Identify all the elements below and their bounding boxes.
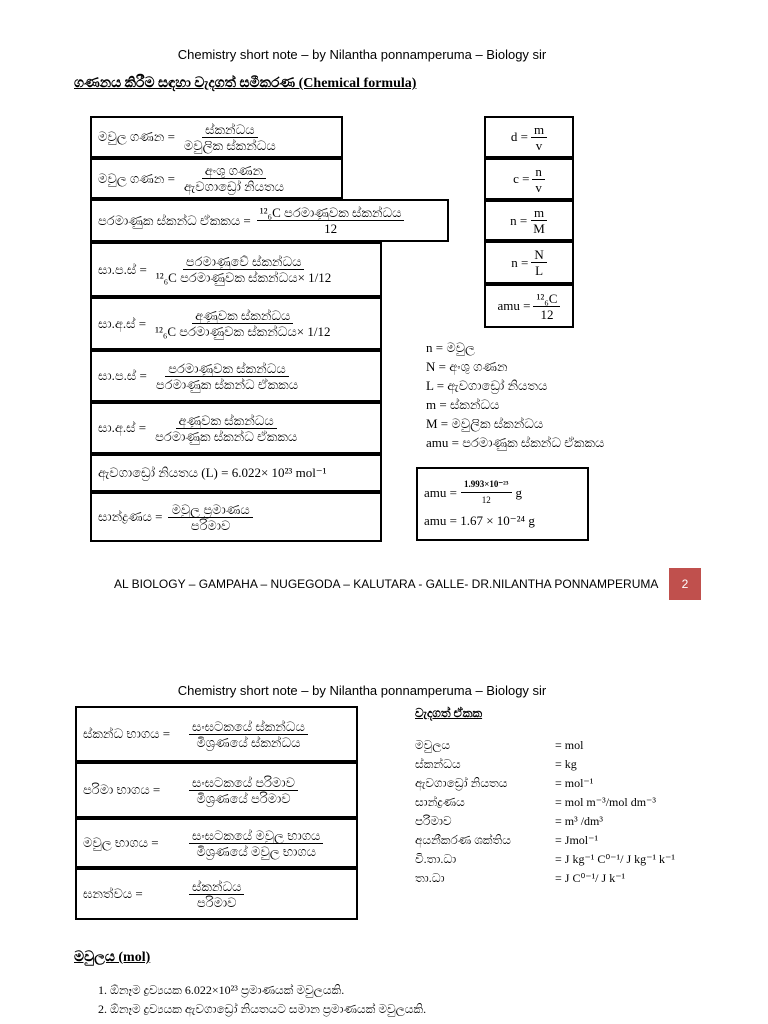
formula-fraction [152, 308, 333, 339]
right-formula-numerator: m [531, 122, 547, 138]
right-formula-box [484, 284, 574, 328]
unit-value: = m³ /dm³ [555, 814, 603, 828]
unit-row [415, 776, 675, 795]
unit-name: මවුලය [415, 738, 451, 752]
right-formula-denominator: L [535, 263, 544, 278]
formula-box [90, 199, 449, 242]
fraction-value [189, 719, 308, 750]
formula-row [98, 404, 300, 452]
right-formula-fraction [533, 291, 560, 322]
unit-name: තා.ධා [415, 871, 445, 885]
right-formula-numerator: m [531, 205, 547, 221]
page-number-badge: 2 [669, 568, 701, 600]
fraction-numerator: සංඝටකයේ මවුල භාගය [189, 828, 323, 844]
right-formula-denominator: v [535, 137, 543, 153]
page-footer: AL BIOLOGY – GAMPAHA – NUGEGODA – KALUTARA - GALLE- DR.NILANTHA PONNAMPERUMA [114, 577, 659, 591]
fraction-value [189, 879, 244, 910]
formula-denominator: ¹²₆C පරමාණුවක ස්කන්ධය× 1/12 [155, 324, 331, 339]
legend-item: m = ස්කන්ධය [426, 397, 500, 412]
right-formula-lhs: amu = [497, 298, 531, 313]
formula-numerator: මවුල ප්‍රමාණය [168, 502, 252, 518]
formula-numerator: අංශු ගණන [202, 163, 266, 179]
legend-item: N = අංශු ගණන [426, 359, 508, 374]
unit-value: = J kg⁻¹ C⁰⁻¹/ J kg⁻¹ k⁻¹ [555, 852, 675, 866]
fraction-numerator: සංඝටකයේ පරිමාව [189, 775, 298, 791]
formula-fraction [153, 361, 301, 392]
right-formula-numerator: ¹²₆C [533, 291, 560, 307]
formula-row [98, 456, 333, 490]
formula-row [98, 160, 287, 197]
page-header: Chemistry short note – by Nilantha ponnamperuma – Biology sir [177, 47, 547, 62]
definition-list [98, 983, 426, 1021]
formula-label: ඇවගාඩ්‍රෝ නියතය (L) = 6.022× 10²³ mol⁻¹ [98, 465, 327, 480]
page-title: ගණනය කිරීම සඳහා වැදගත් සමීකරණ (Chemical formula) [74, 76, 417, 91]
section-title: මවුලය (mol) [74, 950, 151, 965]
amu-value-line: amu = 1.67 × 10⁻²⁴ g [424, 513, 535, 528]
unit-value: = kg [555, 757, 577, 771]
amu-lhs: amu = [424, 484, 457, 500]
fraction-numerator: සංඝටකයේ ස්කන්ධය [189, 719, 308, 735]
right-formula-fraction [532, 164, 545, 195]
formula-label: සා.ප.ස් = [98, 368, 147, 383]
formula-box [90, 116, 343, 158]
formula-box [90, 158, 343, 199]
formula-label: සා.අ.ස් = [98, 420, 147, 435]
formula-denominator: 12 [324, 221, 338, 236]
formula-label: මවුල ගණන = [98, 170, 175, 186]
unit-row [415, 814, 675, 833]
fraction-row [83, 764, 298, 816]
list-item: 2. ඕනෑම ද්‍රව්‍යයක ඇවගාඩ්‍රෝ නියතයට සමාන ප්‍රමාණයක් මවුලයකි. [98, 1002, 427, 1016]
formula-label: සා.අ.ස් = [98, 315, 147, 331]
right-formula-box [484, 200, 574, 241]
fraction-denominator: මිශ්‍රණයේ මවුල භාගය [196, 843, 317, 859]
formula-numerator: පරමාණුවක ස්කන්ධය [165, 361, 288, 377]
amu-numerator: 1.993×10⁻²³ [461, 477, 512, 493]
right-formula-lhs: n = [511, 254, 529, 270]
units-title: වැදගත් ඒකක [415, 706, 483, 720]
units-list [415, 738, 675, 890]
unit-row [415, 795, 675, 814]
fraction-label: පරිමා භාගය = [83, 782, 161, 797]
formula-fraction [181, 122, 279, 153]
right-formula-denominator: 12 [540, 306, 554, 322]
fraction-denominator: මිශ්‍රණයේ ස්කන්ධය [196, 734, 301, 750]
right-formula-fraction [531, 122, 547, 153]
unit-row [415, 852, 675, 871]
right-formula-lhs: d = [510, 129, 528, 144]
legend-item: M = මවුලික ස්කන්ධය [426, 416, 544, 431]
right-formula-lhs: n = [510, 212, 528, 228]
list-item: 1. ඕනෑම ද්‍රව්‍යයක 6.022×10²³ ප්‍රමාණයක් මවුලයකි. [98, 983, 345, 997]
unit-value: = mol⁻¹ [555, 776, 594, 790]
right-formula-denominator: v [535, 179, 542, 195]
unit-name: අයනීකරණ ශක්තිය [415, 833, 511, 847]
fraction-box [75, 762, 358, 818]
unit-row [415, 757, 675, 776]
formula-box [90, 492, 382, 542]
unit-name: ස්කන්ධය [415, 757, 461, 771]
unit-value: = J C⁰⁻¹/ J k⁻¹ [555, 871, 626, 885]
fraction-label: ඝනත්වය = [83, 886, 143, 901]
unit-value: = Jmol⁻¹ [555, 833, 599, 847]
fraction-value [189, 828, 323, 859]
formula-denominator: පරමාණුක ස්කන්ධ ඒකකය [155, 428, 298, 444]
unit-value: = mol m⁻³/mol dm⁻³ [555, 795, 656, 809]
fraction-box [75, 818, 358, 868]
formula-label: සා.ප.ස් = [98, 261, 147, 277]
formula-label: සාන්ද්‍රණය = [98, 509, 163, 524]
right-formula-box [484, 158, 574, 200]
formula-row [98, 244, 334, 295]
formula-box [90, 454, 382, 492]
fraction-denominator: පරිමාව [196, 894, 237, 910]
right-formula-box [484, 241, 574, 284]
right-formula-fraction [530, 205, 548, 236]
unit-name: සාන්ද්‍රණය [415, 795, 465, 809]
fraction-label: මවුල භාගය = [83, 835, 159, 850]
formula-row [98, 201, 404, 240]
formula-fraction [181, 163, 287, 194]
formula-denominator: ¹²₆C පරමාණුවක ස්කන්ධය× 1/12 [155, 270, 332, 285]
formula-label: පරමාණුක ස්කන්ධ ඒකකය = [98, 212, 251, 228]
unit-row [415, 871, 675, 890]
formula-fraction [168, 502, 252, 533]
formula-row [98, 352, 301, 400]
fraction-value [189, 775, 298, 806]
fraction-denominator: මිශ්‍රණයේ පරිමාව [196, 790, 291, 806]
legend-item: L = ඇවගාඩ්‍රෝ නියතය [426, 378, 548, 393]
formula-box [90, 297, 382, 350]
fraction-row [83, 708, 308, 760]
formula-fraction [257, 205, 405, 236]
legend-item: amu = පරමාණුක ස්කන්ධ ඒකකය [426, 435, 605, 450]
unit-name: ඇවගාඩ්‍රෝ නියතය [415, 776, 508, 790]
amu-denominator: 12 [481, 495, 491, 505]
formula-box [90, 242, 382, 297]
fraction-row [83, 820, 323, 866]
unit-row [415, 738, 675, 757]
formula-row [98, 118, 279, 156]
formula-row [98, 299, 333, 348]
right-formula-numerator: N [531, 247, 546, 263]
right-formula-denominator: M [533, 221, 545, 236]
right-formula-fraction [531, 247, 546, 278]
formula-numerator: පරමාණුවේ ස්කන්ධය [183, 254, 305, 270]
unit-name: වි.තා.ධා [415, 852, 457, 866]
formula-row [98, 494, 253, 540]
formula-fraction [152, 413, 300, 444]
formula-denominator: පරිමාව [190, 517, 231, 533]
formula-denominator: මවුලික ස්කන්ධය [183, 137, 276, 153]
fraction-row [83, 870, 244, 918]
fraction-label: ස්කන්ධ භාගය = [83, 726, 171, 741]
formula-numerator: ¹²₆C පරමාණුවක ස්කන්ධය [257, 205, 405, 221]
right-formula-box [484, 116, 574, 158]
right-formula-lhs: c = [513, 171, 530, 186]
fraction-box [75, 868, 358, 920]
amu-unit: g [515, 484, 522, 500]
fraction-box [75, 706, 358, 762]
unit-value: = mol [555, 738, 584, 752]
formula-label: මවුල ගණන = [98, 129, 175, 144]
page2-header: Chemistry short note – by Nilantha ponnamperuma – Biology sir [177, 683, 547, 698]
symbol-legend [426, 340, 604, 454]
formula-numerator: අණුවක ස්කන්ධය [176, 413, 277, 429]
formula-numerator: අණුවක ස්කන්ධය [192, 308, 293, 324]
formula-numerator: ස්කන්ධය [202, 122, 257, 138]
fraction-numerator: ස්කන්ධය [189, 879, 244, 895]
formula-denominator: ඇවගාඩ්‍රෝ නියතය [183, 179, 284, 194]
unit-name: පරිමාව [415, 814, 452, 828]
formula-box [90, 350, 382, 402]
legend-item: n = මවුල [426, 340, 475, 355]
unit-row [415, 833, 675, 852]
formula-box [90, 402, 382, 454]
amu-value-box [416, 467, 589, 541]
formula-fraction [153, 254, 334, 285]
formula-denominator: පරමාණුක ස්කන්ධ ඒකකය [155, 376, 299, 392]
right-formula-numerator: n [532, 164, 545, 180]
